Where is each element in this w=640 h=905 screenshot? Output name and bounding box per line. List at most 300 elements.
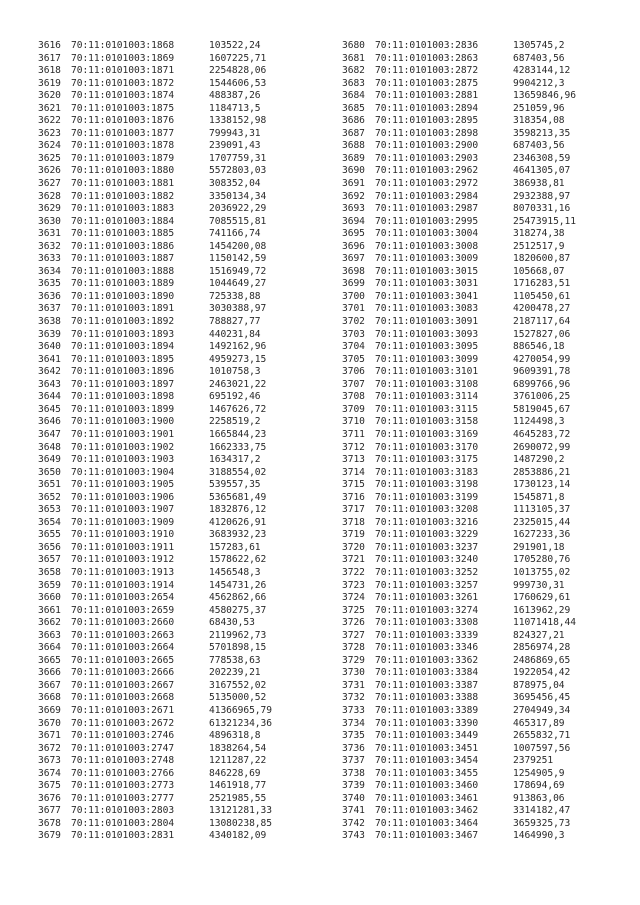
cadastral-value: 1044649,27 xyxy=(209,278,267,290)
table-row xyxy=(342,103,576,116)
cadastral-number: 70:11:0101003:1898 xyxy=(71,391,175,403)
row-number: 3668 xyxy=(38,692,61,704)
table-row xyxy=(342,730,576,743)
cadastral-number: 70:11:0101003:3008 xyxy=(375,240,479,252)
row-number: 3663 xyxy=(38,629,61,641)
row-number: 3716 xyxy=(342,491,365,503)
cadastral-value: 308352,04 xyxy=(209,178,261,190)
cadastral-value: 1211287,22 xyxy=(209,755,267,767)
cadastral-value: 251059,96 xyxy=(513,102,565,114)
table-row xyxy=(342,529,576,542)
table-row xyxy=(38,366,272,379)
cadastral-number: 70:11:0101003:2660 xyxy=(71,617,175,629)
cadastral-number: 70:11:0101003:2654 xyxy=(71,592,175,604)
cadastral-number: 70:11:0101003:1876 xyxy=(71,115,175,127)
cadastral-value: 799943,31 xyxy=(209,127,261,139)
table-row xyxy=(38,266,272,279)
cadastral-value: 5135000,52 xyxy=(209,692,267,704)
row-number: 3664 xyxy=(38,642,61,654)
row-number: 3725 xyxy=(342,604,365,616)
cadastral-value: 3314182,47 xyxy=(513,805,571,817)
cadastral-number: 70:11:0101003:1886 xyxy=(71,240,175,252)
row-number: 3618 xyxy=(38,65,61,77)
cadastral-value: 1461918,77 xyxy=(209,780,267,792)
row-number: 3714 xyxy=(342,466,365,478)
cadastral-number: 70:11:0101003:1871 xyxy=(71,65,175,77)
table-row xyxy=(38,529,272,542)
cadastral-value: 2036922,29 xyxy=(209,203,267,215)
cadastral-number: 70:11:0101003:2903 xyxy=(375,152,479,164)
cadastral-number: 70:11:0101003:3240 xyxy=(375,554,479,566)
row-number: 3732 xyxy=(342,692,365,704)
cadastral-number: 70:11:0101003:2671 xyxy=(71,704,175,716)
cadastral-number: 70:11:0101003:1888 xyxy=(71,265,175,277)
cadastral-number: 70:11:0101003:1869 xyxy=(71,52,175,64)
cadastral-value: 1492162,96 xyxy=(209,341,267,353)
cadastral-number: 70:11:0101003:3308 xyxy=(375,617,479,629)
table-row xyxy=(38,404,272,417)
table-row xyxy=(38,517,272,530)
cadastral-number: 70:11:0101003:2773 xyxy=(71,780,175,792)
cadastral-value: 1730123,14 xyxy=(513,479,571,491)
cadastral-number: 70:11:0101003:1907 xyxy=(71,504,175,516)
table-row xyxy=(38,115,272,128)
row-number: 3628 xyxy=(38,190,61,202)
cadastral-number: 70:11:0101003:2659 xyxy=(71,604,175,616)
cadastral-value: 2932388,97 xyxy=(513,190,571,202)
cadastral-number: 70:11:0101003:2881 xyxy=(375,90,479,102)
row-number: 3726 xyxy=(342,617,365,629)
row-number: 3738 xyxy=(342,767,365,779)
row-number: 3673 xyxy=(38,755,61,767)
row-number: 3662 xyxy=(38,617,61,629)
row-number: 3736 xyxy=(342,742,365,754)
table-row xyxy=(342,291,576,304)
cadastral-value: 2853886,21 xyxy=(513,466,571,478)
cadastral-number: 70:11:0101003:3449 xyxy=(375,730,479,742)
cadastral-number: 70:11:0101003:2667 xyxy=(71,679,175,691)
table-row xyxy=(342,316,576,329)
table-row xyxy=(38,567,272,580)
cadastral-number: 70:11:0101003:2668 xyxy=(71,692,175,704)
cadastral-number: 70:11:0101003:1902 xyxy=(71,441,175,453)
table-row xyxy=(38,442,272,455)
row-number: 3711 xyxy=(342,428,365,440)
cadastral-value: 4580275,37 xyxy=(209,604,267,616)
row-number: 3718 xyxy=(342,516,365,528)
cadastral-number: 70:11:0101003:1868 xyxy=(71,40,175,51)
cadastral-number: 70:11:0101003:3099 xyxy=(375,353,479,365)
cadastral-value: 5365681,49 xyxy=(209,491,267,503)
cadastral-number: 70:11:0101003:2984 xyxy=(375,190,479,202)
table-row xyxy=(38,128,272,141)
cadastral-number: 70:11:0101003:1910 xyxy=(71,529,175,541)
table-row xyxy=(342,768,576,781)
row-number: 3733 xyxy=(342,704,365,716)
row-number: 3676 xyxy=(38,792,61,804)
row-number: 3644 xyxy=(38,391,61,403)
table-row xyxy=(342,65,576,78)
cadastral-value: 878975,04 xyxy=(513,679,565,691)
table-row xyxy=(38,391,272,404)
cadastral-number: 70:11:0101003:3460 xyxy=(375,780,479,792)
row-number: 3719 xyxy=(342,529,365,541)
cadastral-value: 778538,63 xyxy=(209,654,261,666)
table-row xyxy=(38,103,272,116)
row-number: 3695 xyxy=(342,228,365,240)
cadastral-number: 70:11:0101003:1877 xyxy=(71,127,175,139)
cadastral-value: 1007597,56 xyxy=(513,742,571,754)
cadastral-number: 70:11:0101003:2663 xyxy=(71,629,175,641)
row-number: 3693 xyxy=(342,203,365,215)
row-number: 3721 xyxy=(342,554,365,566)
cadastral-value: 11071418,44 xyxy=(513,617,576,629)
table-row xyxy=(38,479,272,492)
table-row xyxy=(342,492,576,505)
cadastral-value: 4340182,09 xyxy=(209,830,267,842)
cadastral-number: 70:11:0101003:3101 xyxy=(375,366,479,378)
cadastral-value: 9904212,3 xyxy=(513,77,565,89)
cadastral-number: 70:11:0101003:3199 xyxy=(375,491,479,503)
cadastral-number: 70:11:0101003:3390 xyxy=(375,717,479,729)
row-number: 3704 xyxy=(342,341,365,353)
row-number: 3635 xyxy=(38,278,61,290)
row-number: 3674 xyxy=(38,767,61,779)
cadastral-value: 2346308,59 xyxy=(513,152,571,164)
table-row xyxy=(342,228,576,241)
table-row xyxy=(38,467,272,480)
table-row xyxy=(38,605,272,618)
cadastral-value: 1184713,5 xyxy=(209,102,261,114)
cadastral-value: 3695456,45 xyxy=(513,692,571,704)
cadastral-number: 70:11:0101003:1892 xyxy=(71,316,175,328)
table-row xyxy=(38,830,272,843)
table-row xyxy=(342,416,576,429)
cadastral-number: 70:11:0101003:2803 xyxy=(71,805,175,817)
cadastral-value: 2486869,65 xyxy=(513,654,571,666)
table-row xyxy=(342,467,576,480)
table-row xyxy=(38,341,272,354)
cadastral-value: 103522,24 xyxy=(209,40,261,51)
row-number: 3637 xyxy=(38,303,61,315)
row-number: 3697 xyxy=(342,253,365,265)
cadastral-value: 1464990,3 xyxy=(513,830,565,842)
cadastral-number: 70:11:0101003:1914 xyxy=(71,579,175,591)
cadastral-number: 70:11:0101003:1893 xyxy=(71,328,175,340)
cadastral-value: 4959273,15 xyxy=(209,353,267,365)
cadastral-value: 13121281,33 xyxy=(209,805,272,817)
table-row xyxy=(38,253,272,266)
cadastral-number: 70:11:0101003:2747 xyxy=(71,742,175,754)
table-row xyxy=(38,354,272,367)
cadastral-number: 70:11:0101003:1881 xyxy=(71,178,175,190)
table-row xyxy=(342,278,576,291)
cadastral-value: 1105450,61 xyxy=(513,290,571,302)
cadastral-number: 70:11:0101003:1911 xyxy=(71,541,175,553)
table-row xyxy=(342,40,576,53)
row-number: 3634 xyxy=(38,265,61,277)
cadastral-value: 846228,69 xyxy=(209,767,261,779)
row-number: 3653 xyxy=(38,504,61,516)
row-number: 3705 xyxy=(342,353,365,365)
row-number: 3642 xyxy=(38,366,61,378)
cadastral-value: 105668,07 xyxy=(513,265,565,277)
cadastral-number: 70:11:0101003:1904 xyxy=(71,466,175,478)
row-number: 3706 xyxy=(342,366,365,378)
cadastral-number: 70:11:0101003:1900 xyxy=(71,416,175,428)
row-number: 3735 xyxy=(342,730,365,742)
table-row xyxy=(38,291,272,304)
cadastral-number: 70:11:0101003:1901 xyxy=(71,428,175,440)
table-row xyxy=(342,617,576,630)
table-row xyxy=(342,354,576,367)
table-row xyxy=(38,316,272,329)
row-number: 3702 xyxy=(342,316,365,328)
cadastral-value: 5572803,03 xyxy=(209,165,267,177)
row-number: 3633 xyxy=(38,253,61,265)
cadastral-number: 70:11:0101003:1899 xyxy=(71,403,175,415)
row-number: 3727 xyxy=(342,629,365,641)
table-row xyxy=(38,429,272,442)
cadastral-value: 318354,08 xyxy=(513,115,565,127)
row-number: 3679 xyxy=(38,830,61,842)
table-row xyxy=(342,165,576,178)
cadastral-number: 70:11:0101003:1875 xyxy=(71,102,175,114)
cadastral-value: 1544606,53 xyxy=(209,77,267,89)
cadastral-number: 70:11:0101003:2872 xyxy=(375,65,479,77)
table-row xyxy=(342,203,576,216)
table-row xyxy=(342,178,576,191)
cadastral-value: 4120626,91 xyxy=(209,516,267,528)
cadastral-value: 1545871,8 xyxy=(513,491,565,503)
cadastral-value: 2254828,06 xyxy=(209,65,267,77)
cadastral-value: 1487290,2 xyxy=(513,454,565,466)
table-row xyxy=(38,554,272,567)
table-row xyxy=(38,705,272,718)
cadastral-number: 70:11:0101003:3015 xyxy=(375,265,479,277)
table-row xyxy=(38,65,272,78)
table-row xyxy=(342,667,576,680)
row-number: 3681 xyxy=(342,52,365,64)
cadastral-number: 70:11:0101003:3362 xyxy=(375,654,479,666)
table-row xyxy=(342,78,576,91)
table-row xyxy=(342,630,576,643)
cadastral-value: 1634317,2 xyxy=(209,454,261,466)
table-row xyxy=(342,780,576,793)
cadastral-value: 1705280,76 xyxy=(513,554,571,566)
row-number: 3624 xyxy=(38,140,61,152)
table-row xyxy=(38,78,272,91)
table-row xyxy=(38,191,272,204)
row-number: 3660 xyxy=(38,592,61,604)
table-row xyxy=(38,153,272,166)
table-row xyxy=(342,140,576,153)
row-number: 3665 xyxy=(38,654,61,666)
cadastral-value: 1627233,36 xyxy=(513,529,571,541)
cadastral-value: 1467626,72 xyxy=(209,403,267,415)
row-number: 3687 xyxy=(342,127,365,139)
row-number: 3636 xyxy=(38,290,61,302)
table-row xyxy=(38,379,272,392)
table-row xyxy=(342,692,576,705)
cadastral-value: 1113105,37 xyxy=(513,504,571,516)
table-row xyxy=(342,329,576,342)
table-row xyxy=(38,40,272,53)
cadastral-value: 2704949,34 xyxy=(513,704,571,716)
table-row xyxy=(342,128,576,141)
row-number: 3682 xyxy=(342,65,365,77)
cadastral-value: 13659846,96 xyxy=(513,90,576,102)
cadastral-number: 70:11:0101003:3170 xyxy=(375,441,479,453)
cadastral-value: 440231,84 xyxy=(209,328,261,340)
row-number: 3713 xyxy=(342,454,365,466)
table-row xyxy=(342,115,576,128)
cadastral-number: 70:11:0101003:2962 xyxy=(375,165,479,177)
cadastral-number: 70:11:0101003:3464 xyxy=(375,817,479,829)
cadastral-value: 1838264,54 xyxy=(209,742,267,754)
table-row xyxy=(38,203,272,216)
cadastral-value: 318274,38 xyxy=(513,228,565,240)
row-number: 3661 xyxy=(38,604,61,616)
row-number: 3710 xyxy=(342,416,365,428)
table-row xyxy=(342,655,576,668)
cadastral-number: 70:11:0101003:2995 xyxy=(375,215,479,227)
table-row xyxy=(342,805,576,818)
table-row xyxy=(342,216,576,229)
row-number: 3670 xyxy=(38,717,61,729)
cadastral-number: 70:11:0101003:3004 xyxy=(375,228,479,240)
cadastral-value: 7085515,81 xyxy=(209,215,267,227)
table-row xyxy=(38,630,272,643)
row-number: 3740 xyxy=(342,792,365,804)
cadastral-value: 3598213,35 xyxy=(513,127,571,139)
row-number: 3632 xyxy=(38,240,61,252)
table-row xyxy=(38,768,272,781)
cadastral-value: 1010758,3 xyxy=(209,366,261,378)
row-number: 3657 xyxy=(38,554,61,566)
row-number: 3690 xyxy=(342,165,365,177)
table-row xyxy=(38,53,272,66)
cadastral-number: 70:11:0101003:3009 xyxy=(375,253,479,265)
row-number: 3700 xyxy=(342,290,365,302)
cadastral-value: 1707759,31 xyxy=(209,152,267,164)
table-row xyxy=(342,366,576,379)
table-row xyxy=(342,755,576,768)
cadastral-value: 68430,53 xyxy=(209,617,255,629)
cadastral-number: 70:11:0101003:2875 xyxy=(375,77,479,89)
cadastral-value: 1454200,08 xyxy=(209,240,267,252)
cadastral-number: 70:11:0101003:3388 xyxy=(375,692,479,704)
cadastral-value: 9609391,78 xyxy=(513,366,571,378)
row-number: 3641 xyxy=(38,353,61,365)
cadastral-value: 741166,74 xyxy=(209,228,261,240)
row-number: 3651 xyxy=(38,479,61,491)
cadastral-value: 1613962,29 xyxy=(513,604,571,616)
cadastral-number: 70:11:0101003:3198 xyxy=(375,479,479,491)
table-row xyxy=(38,228,272,241)
table-row xyxy=(342,743,576,756)
cadastral-number: 70:11:0101003:1883 xyxy=(71,203,175,215)
cadastral-number: 70:11:0101003:2804 xyxy=(71,817,175,829)
table-row xyxy=(342,404,576,417)
cadastral-value: 41366965,79 xyxy=(209,704,272,716)
cadastral-number: 70:11:0101003:3257 xyxy=(375,579,479,591)
table-row xyxy=(342,592,576,605)
cadastral-number: 70:11:0101003:1906 xyxy=(71,491,175,503)
table-row xyxy=(342,705,576,718)
row-number: 3708 xyxy=(342,391,365,403)
table-row xyxy=(342,479,576,492)
table-row xyxy=(342,253,576,266)
cadastral-number: 70:11:0101003:3216 xyxy=(375,516,479,528)
row-number: 3729 xyxy=(342,654,365,666)
cadastral-number: 70:11:0101003:3115 xyxy=(375,403,479,415)
cadastral-number: 70:11:0101003:3451 xyxy=(375,742,479,754)
row-number: 3678 xyxy=(38,817,61,829)
row-number: 3656 xyxy=(38,541,61,553)
table-row xyxy=(342,303,576,316)
row-number: 3701 xyxy=(342,303,365,315)
row-number: 3645 xyxy=(38,403,61,415)
cadastral-number: 70:11:0101003:2972 xyxy=(375,178,479,190)
row-number: 3685 xyxy=(342,102,365,114)
table-row xyxy=(38,617,272,630)
cadastral-value: 488387,26 xyxy=(209,90,261,102)
table-row xyxy=(342,379,576,392)
cadastral-number: 70:11:0101003:3462 xyxy=(375,805,479,817)
row-number: 3667 xyxy=(38,679,61,691)
row-number: 3623 xyxy=(38,127,61,139)
cadastral-number: 70:11:0101003:2863 xyxy=(375,52,479,64)
table-row xyxy=(342,391,576,404)
row-number: 3652 xyxy=(38,491,61,503)
cadastral-number: 70:11:0101003:1912 xyxy=(71,554,175,566)
cadastral-value: 4645283,72 xyxy=(513,428,571,440)
row-number: 3692 xyxy=(342,190,365,202)
cadastral-value: 2856974,28 xyxy=(513,642,571,654)
cadastral-number: 70:11:0101003:3339 xyxy=(375,629,479,641)
table-row xyxy=(38,692,272,705)
cadastral-value: 2187117,64 xyxy=(513,316,571,328)
row-number: 3696 xyxy=(342,240,365,252)
table-row xyxy=(38,680,272,693)
cadastral-number: 70:11:0101003:1880 xyxy=(71,165,175,177)
row-number: 3743 xyxy=(342,830,365,842)
left-column xyxy=(38,40,272,843)
table-row xyxy=(38,542,272,555)
cadastral-value: 4641305,07 xyxy=(513,165,571,177)
cadastral-value: 291901,18 xyxy=(513,541,565,553)
table-row xyxy=(342,818,576,831)
cadastral-number: 70:11:0101003:2900 xyxy=(375,140,479,152)
cadastral-value: 3761006,25 xyxy=(513,391,571,403)
cadastral-number: 70:11:0101003:1885 xyxy=(71,228,175,240)
row-number: 3675 xyxy=(38,780,61,792)
table-row xyxy=(342,442,576,455)
cadastral-value: 695192,46 xyxy=(209,391,261,403)
cadastral-number: 70:11:0101003:1874 xyxy=(71,90,175,102)
cadastral-value: 4896318,8 xyxy=(209,730,261,742)
cadastral-number: 70:11:0101003:2895 xyxy=(375,115,479,127)
table-row xyxy=(38,780,272,793)
table-row xyxy=(38,416,272,429)
row-number: 3698 xyxy=(342,265,365,277)
row-number: 3739 xyxy=(342,780,365,792)
table-row xyxy=(342,266,576,279)
table-row xyxy=(342,680,576,693)
table-row xyxy=(38,165,272,178)
cadastral-value: 2258519,2 xyxy=(209,416,261,428)
